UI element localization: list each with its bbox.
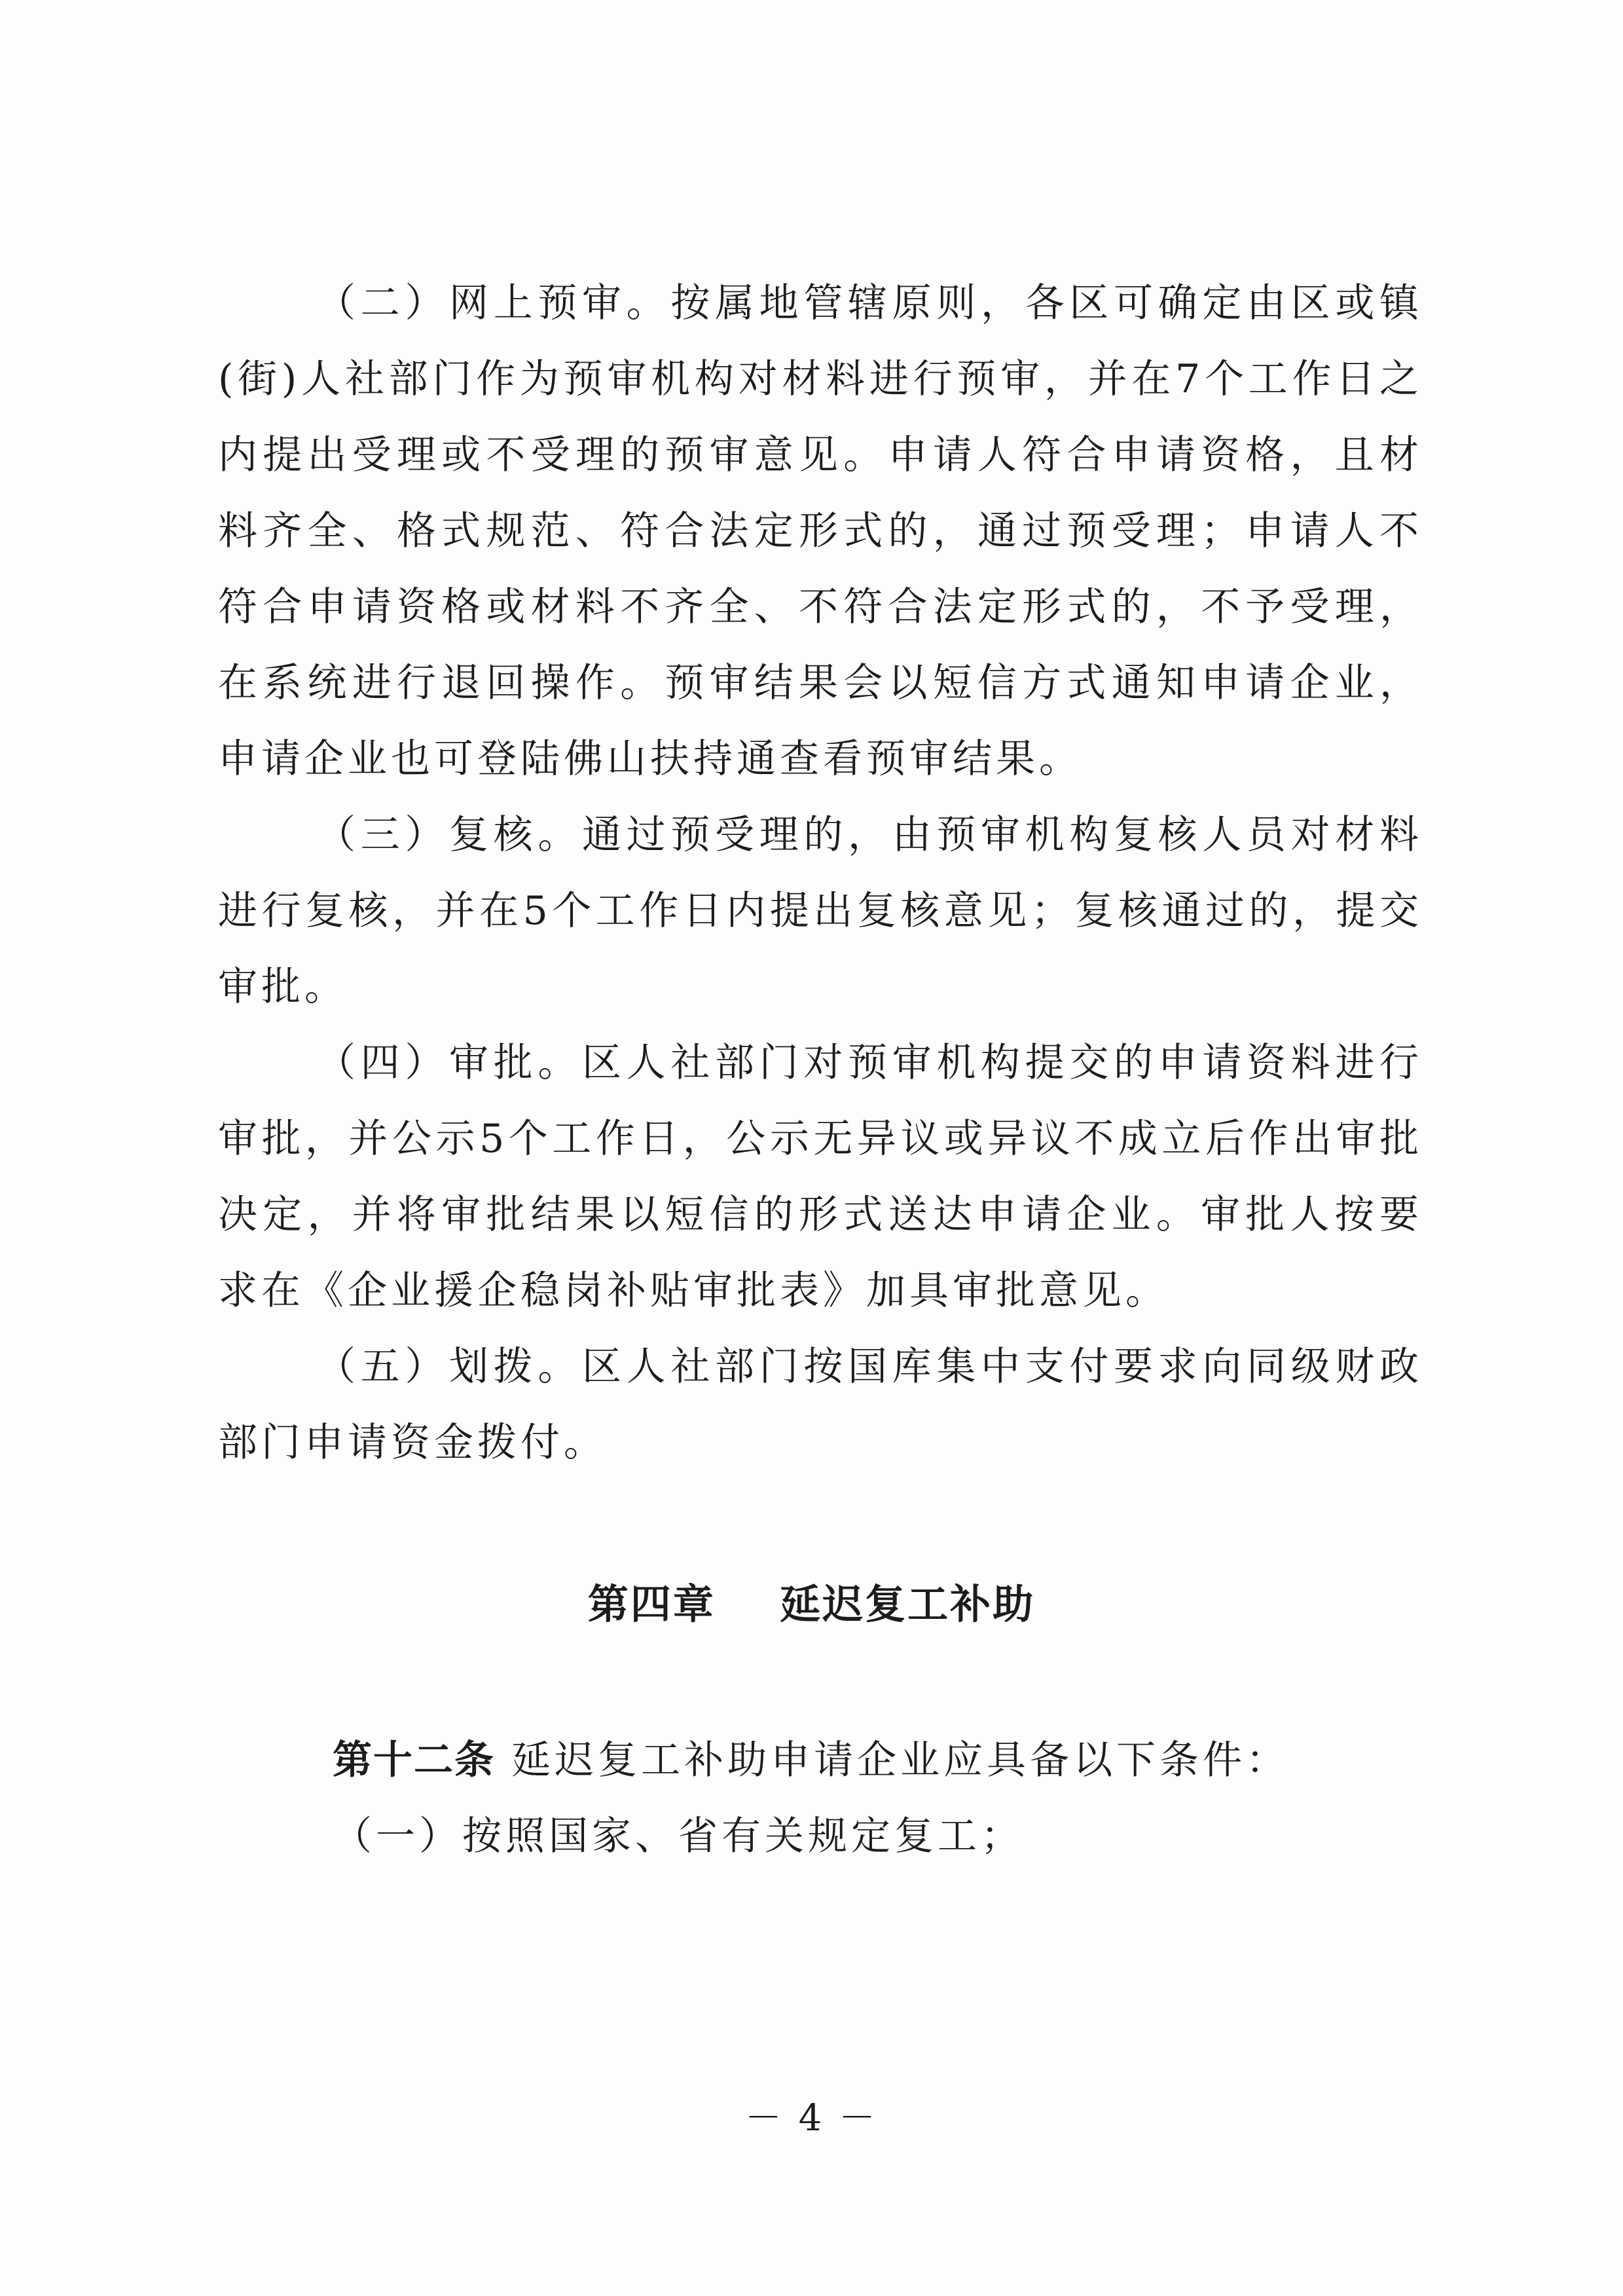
article-line (333, 1722, 1419, 1798)
article-label: 第十二条 (333, 1737, 495, 1783)
body-text (218, 265, 1423, 1481)
chapter-heading: 第四章 延迟复工补助 (587, 1580, 1036, 1628)
page-number: － 4 － (744, 2097, 879, 2139)
paragraph-allocation: （五）划拨。区人社部门按国库集中支付要求向同级财政部门申请资金拨付。 (218, 1344, 1423, 1466)
article-twelve (333, 1722, 1419, 1874)
paragraph-online-pre-review: （二）网上预审。按属地管辖原则，各区可确定由区或镇(街)人社部门作为预审机构对材料进行预审，并在7个工作日之内提出受理或不受理的预审意见。申请人符合申请资格，且材料齐全、格式规范、符合法定形式的，通过预受理；申请人不符合申请资格或材料不齐全、不符合法定形式的，不予受理，在系统进行退回操作。预审结果会以短信方式通知申请企业，申请企业也可登陆佛山扶持通查看预审结果。 (218, 280, 1423, 782)
paragraph-review: （三）复核。通过预受理的，由预审机构复核人员对材料进行复核，并在5个工作日内提出复核意见；复核通过的，提交审批。 (218, 812, 1423, 1010)
article-text: 延迟复工补助申请企业应具备以下条件： (511, 1737, 1290, 1783)
paragraph-approval: （四）审批。区人社部门对预审机构提交的申请资料进行审批，并公示5个工作日，公示无异议或异议不成立后作出审批决定，并将审批结果以短信的形式送达申请企业。审批人按要求在《企业援企稳岗补贴审批表》加具审批意见。 (218, 1040, 1423, 1314)
article-item-1: （一）按照国家、省有关规定复工； (333, 1813, 1024, 1859)
